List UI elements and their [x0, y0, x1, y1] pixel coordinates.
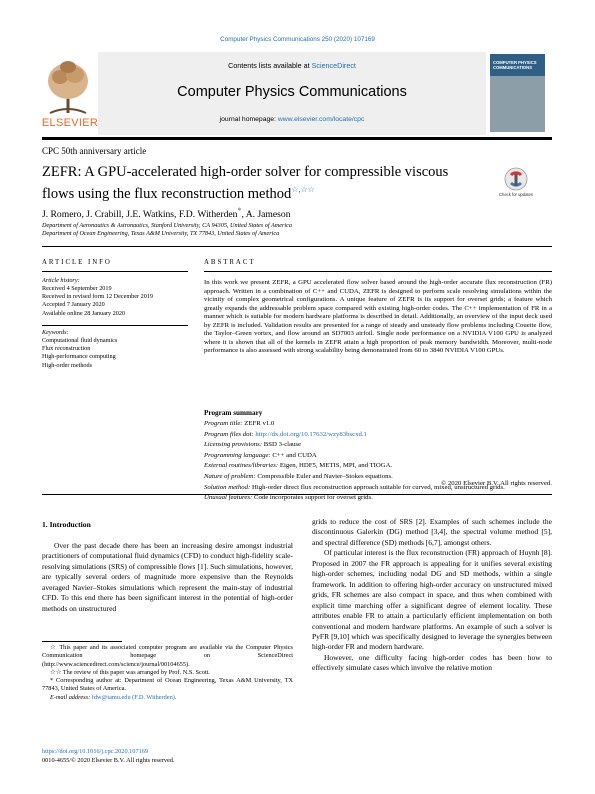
- email-label: E-mail address:: [50, 693, 91, 701]
- program-label: Nature of problem:: [204, 472, 256, 480]
- program-value: Code incorporates support for overset grids.: [252, 494, 373, 502]
- keywords-rule: [42, 325, 188, 326]
- crossmark-label: Check for updates: [499, 192, 533, 197]
- history-item: Available online 28 January 2020: [42, 309, 126, 317]
- program-label: Unusual features:: [204, 494, 253, 502]
- special-issue-label: CPC 50th anniversary article: [42, 146, 147, 156]
- program-value: Compressible Euler and Navier–Stokes equations.: [255, 472, 393, 480]
- program-title-row: [204, 419, 552, 430]
- footnote-rule: [42, 641, 122, 642]
- abstract-text: In this work we present ZEFR, a GPU accelerated flow solver based around the high-order accurate flux reconstruction (FR) approach. Written in a combination of C++ and CUDA, ZEFR is designed to perform scale resolving simulations within the vicinity of complex geometrical configurations. A unique feature of ZEFR is its support for overset grids; a feature which greatly expands the addressable problem space compared with existing high-order codes. The C++ implementation of FR in a manner which is suitable for modern hardware platforms is described in detail. Additionally, an overview of the input deck used by ZEFR is included. Validation results are presented for a range of steady and unsteady flow problems including Couette flow, the Taylor–Green vortex, and flow around an SD7003 airfoil. Single node performance on a NVIDIA V100 GPU is analyzed where it is shown that all of the kernels in ZEFR attain a high proportion of peak memory bandwidth. Moreover, multi-node performance is also assessed with strong scalability being demonstrated from 60 to 3840 NVIDIA V100 GPUs.: [204, 279, 552, 355]
- author-list: [42, 206, 291, 220]
- program-value: High-order direct flux reconstruction approach suitable for curved, mixed, unstructured grids.: [250, 483, 505, 491]
- contents-prefix: Contents lists available at: [228, 61, 312, 70]
- intro-paragraph-1: Over the past decade there has been an increasing desire amongst industrial practitioners of computational fluid dynamics (CFD) to conduct high-fidelity scale-resolving simulations (SRS) of compressible flows [1]. Such simulations, however, are typically several orders of magnitude more expensive than the Reynolds averaged Navier–Stokes simulations which represent the main-stay of industrial CFD. To this end there has been significant interest in the potential of high-order methods on unstructured: [42, 541, 293, 613]
- program-summary-heading: Program summary: [204, 409, 263, 417]
- keywords-heading: Keywords:: [42, 329, 69, 336]
- intro-paragraph-1-cont: grids to reduce the cost of SRS [2]. Examples of such schemes include the discontinuous Galerkin (DG) method [3,4], the spectral volume method [5], and spectral difference (SD) methods [6,7], amongst others.: [312, 517, 552, 547]
- paper-title-text: ZEFR: A GPU-accelerated high-order solver for compressible viscous flows using the flux reconstruction method: [42, 164, 449, 202]
- email-link[interactable]: fdw@tamu.edu (F.D. Witherden).: [90, 693, 177, 701]
- footnote-corresponding: * Corresponding author at: Department of Ocean Engineering, Texas A&M University, TX 77843, United States of America.: [42, 677, 293, 693]
- program-doi-row: [204, 430, 552, 441]
- licensing-row: [204, 440, 552, 451]
- program-value: ZEFR v1.0: [242, 420, 275, 427]
- journal-title: Computer Physics Communications: [177, 84, 407, 100]
- authors-tail: , A. Jameson: [241, 209, 291, 221]
- header-rule: [42, 137, 552, 140]
- footnote-review: ☆☆ The review of this paper was arranged by Prof. N.S. Scott.: [50, 668, 210, 676]
- program-value: C++ and CUDA: [270, 451, 317, 459]
- elsevier-wordmark: ELSEVIER: [41, 117, 99, 129]
- program-label: Licensing provisions:: [204, 441, 263, 449]
- corresponding-author-mark[interactable]: *: [237, 206, 242, 215]
- program-summary: [204, 419, 552, 504]
- footnote-email: [42, 694, 293, 702]
- history-item: Received in revised form 12 December 2019: [42, 293, 153, 301]
- affiliation-1: Department of Aeronautics & Astronautics, Stanford University, CA 94305, United States of America: [42, 222, 292, 229]
- program-label: External routines/libraries:: [204, 462, 279, 470]
- program-label: Programming language:: [204, 451, 271, 459]
- abstract-copyright: © 2020 Elsevier B.V. All rights reserved.: [441, 480, 552, 487]
- intro-paragraph-2: Of particular interest is the flux reconstruction (FR) approach of Huynh [8]. Proposed in 2007 the FR approach is appealing for it unifies several existing high-order schemes, including nodal DG and SD methods, within a single framework. In addition to offering high-order accuracy on unstructured mixed grids, FR schemes are also compact in space, and thus when combined with explicit time marching offer a significant degree of element locality. These attributes enable FR to attain a particularly efficient implementation on both conventional and modern hardware platforms. An example of such a solver is PyFR [9,10] which was specifically designed to leverage the synergies between high-order FR and modern hardware.: [312, 548, 552, 652]
- libraries-row: [204, 461, 552, 472]
- journal-homepage: [98, 116, 486, 123]
- article-doi-link[interactable]: https://doi.org/10.1016/j.cpc.2020.107169: [42, 748, 149, 755]
- keyword-list: [42, 337, 192, 370]
- issn-copyright: 0010-4655/© 2020 Elsevier B.V. All rights reserved.: [42, 757, 175, 764]
- program-doi-link[interactable]: http://dx.doi.org/10.17632/wzy83bscxd.1: [253, 430, 367, 438]
- keyword-item: High-performance computing: [42, 353, 116, 361]
- sciencedirect-link[interactable]: ScienceDirect: [311, 61, 356, 70]
- introduction-heading: 1. Introduction: [42, 520, 91, 529]
- history-item: Accepted 7 January 2020: [42, 301, 105, 309]
- keyword-item: Flux reconstruction: [42, 345, 91, 353]
- history-item: Received 4 September 2019: [42, 285, 112, 292]
- program-value: Eigen, HDF5, METIS, MPI, and TIOGA.: [278, 462, 393, 470]
- cover-title: COMPUTER PHYSICS COMMUNICATIONS: [493, 60, 537, 70]
- intro-paragraph-3: However, one difficulty facing high-order codes has been how to effectively simulate cases which involve the relative motion: [312, 652, 552, 673]
- body-column-left: [42, 541, 293, 614]
- history-heading: Article history:: [42, 277, 80, 284]
- keyword-item: High-order methods: [42, 361, 93, 369]
- authors-main: J. Romero, J. Crabill, J.E. Watkins, F.D. Witherden: [42, 209, 238, 221]
- program-label: Program files doi:: [204, 430, 254, 438]
- contents-availability: [98, 61, 486, 70]
- affiliation-rule: [42, 246, 552, 247]
- program-value: BSD 3-clause: [262, 441, 302, 449]
- journal-cover-thumbnail[interactable]: [490, 54, 545, 132]
- abstract-bottom-rule: [42, 494, 552, 495]
- program-label: Solution method:: [204, 483, 251, 491]
- footnotes: [42, 644, 293, 702]
- check-for-updates-icon[interactable]: [501, 166, 531, 204]
- keyword-item: Computational fluid dynamics: [42, 337, 118, 344]
- article-info-rule: [42, 271, 188, 272]
- affiliation-2: Department of Ocean Engineering, Texas A&M University, TX 77843, United States of America: [42, 230, 280, 237]
- article-history: [42, 285, 192, 318]
- title-footnote-marks[interactable]: ☆,☆☆: [291, 185, 315, 194]
- body-column-right: [312, 517, 552, 674]
- footnote-program: ☆ This paper and its associated computer program are available via the Computer Physics Communication homepage on ScienceDirect (http://www.sciencedirect.com/science/journal/00104655).: [42, 644, 293, 668]
- article-info-heading: ARTICLE INFO: [42, 259, 112, 266]
- homepage-prefix: journal homepage:: [219, 116, 278, 123]
- journal-reference[interactable]: Computer Physics Communications 250 (2020) 107169: [220, 36, 375, 43]
- language-row: [204, 451, 552, 462]
- program-label: Program title:: [204, 420, 243, 427]
- abstract-heading: ABSTRACT: [204, 259, 256, 266]
- abstract-rule: [204, 271, 552, 272]
- homepage-link[interactable]: www.elsevier.com/locate/cpc: [277, 116, 365, 123]
- paper-title: [42, 164, 482, 203]
